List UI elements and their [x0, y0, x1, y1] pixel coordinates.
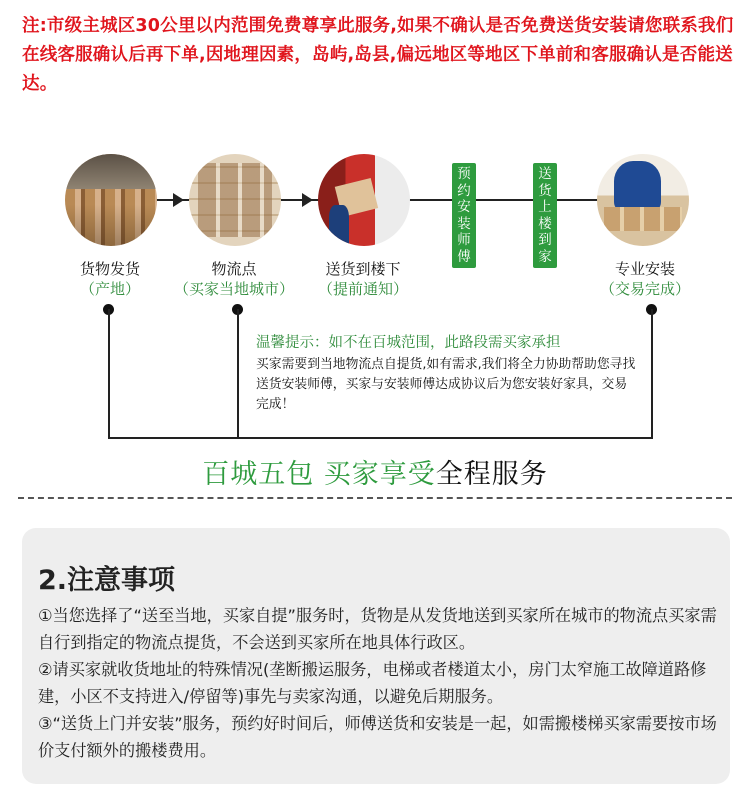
step-sub-advance-notice: （提前通知） — [317, 280, 408, 298]
slogan — [0, 452, 750, 491]
arrow-2-icon — [302, 193, 313, 207]
delivery-stairs-photo — [318, 154, 410, 246]
tag-deliver-upstairs: 送货上楼到家 — [533, 163, 557, 268]
notes-body — [38, 602, 728, 764]
step-label-ship: 货物发货 — [79, 260, 140, 278]
slogan-dark: 全程服务 — [435, 459, 548, 490]
arrow-1-icon — [173, 193, 184, 207]
logistics-photo — [189, 154, 281, 246]
tip-title: 温馨提示：如不在百城范围，此路段需买家承担 — [256, 335, 561, 351]
dashed-divider — [18, 497, 732, 499]
tag-book-installer: 预约安装师傅 — [452, 163, 476, 268]
installer-photo — [597, 154, 689, 246]
step-label-delivery: 送货到楼下 — [325, 260, 401, 278]
note-item-1: ①当您选择了“送至当地，买家自提”服务时，货物是从发货地送到买家所在城市的物流点买家需自行到指定的物流点提货，不会送到买家所在地具体行政区。 — [38, 606, 717, 652]
step-label-install: 专业安装 — [614, 260, 675, 278]
notes-title: 2.注意事项 — [38, 565, 176, 596]
note-item-2: ②请买家就收货地址的特殊情况(垄断搬运服务，电梯或者楼道太小，房门太窄施工故障道路修建，小区不支持进入/停留等)事先与卖家沟通，以避免后期服务。 — [38, 660, 707, 706]
bracket-left-line — [108, 309, 110, 439]
warehouse-photo — [65, 154, 157, 246]
tip-body: 买家需要到当地物流点自提货,如有需求,我们将全力协助帮助您寻找送货安装师傅，买家与安装师傅达成协议后为您安装好家具，交易完成！ — [256, 357, 636, 412]
step-sub-local-city: （买家当地城市） — [173, 280, 294, 298]
note-item-3: ③“送货上门并安装”服务，预约好时间后，师傅送货和安装是一起，如需搬楼梯买家需要按市场价支付额外的搬楼费用。 — [38, 714, 717, 760]
bracket-mid-line — [237, 309, 239, 439]
bracket-right-line — [651, 309, 653, 439]
step-sub-complete: （交易完成） — [599, 280, 690, 298]
slogan-green: 百城五包 买家享受 — [202, 459, 436, 490]
step-sub-origin: （产地） — [79, 280, 140, 298]
bracket-bottom-line — [108, 437, 653, 439]
step-label-logistics: 物流点 — [211, 260, 257, 278]
notice-text: 注:市级主城区30公里以内范围免费尊享此服务,如果不确认是否免费送货安装请您联系我们在线客服确认后再下单,因地理因素，岛屿,岛县,偏远地区等地区下单前和客服确认是否能送达。 — [22, 16, 734, 94]
